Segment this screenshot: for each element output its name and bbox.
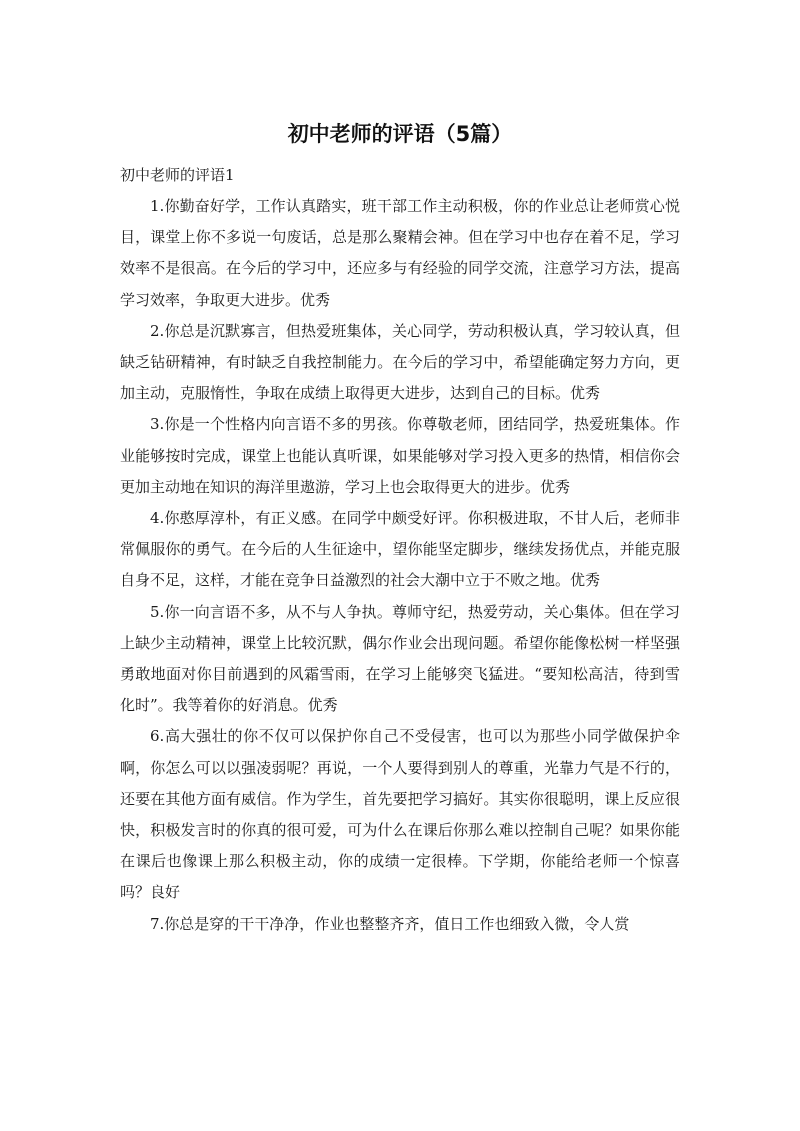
section-heading: 初中老师的评语1 <box>120 166 235 184</box>
comment-paragraph-2: 2.你总是沉默寡言，但热爱班集体，关心同学，劳动积极认真，学习较认真，但缺乏钻研精神，有时缺乏自我控制能力。在今后的学习中，希望能确定努力方向，更加主动，克服惰性，争取在成绩上取得更大进步，达到自己的目标。优秀 <box>120 321 680 403</box>
comment-paragraph-1: 1.你勤奋好学，工作认真踏实，班干部工作主动积极，你的作业总让老师赏心悦目，课堂上你不多说一句废话，总是那么聚精会神。但在学习中也存在着不足，学习效率不是很高。在今后的学习中，还应多与有经验的同学交流，注意学习方法，提高学习效率，争取更大进步。优秀 <box>120 197 680 309</box>
comment-paragraph-5: 5.你一向言语不多，从不与人争执。尊师守纪，热爱劳动，关心集体。但在学习上缺少主动精神，课堂上比较沉默，偶尔作业会出现问题。希望你能像松树一样坚强勇敢地面对你目前遇到的风霜雪雨，在学习上能够突飞猛进。“要知松高洁，待到雪化时”。我等着你的好消息。优秀 <box>120 602 680 715</box>
comment-paragraph-6: 6.高大强壮的你不仅可以保护你自己不受侵害，也可以为那些小同学做保护伞啊，你怎么可以以强凌弱呢？再说，一个人要得到别人的尊重，光靠力气是不行的，还要在其他方面有威信。作为学生，首先要把学习搞好。其实你很聪明，课上反应很快，积极发言时的你真的很可爱，可为什么在课后你那么难以控制自己呢？如果你能在课后也像课上那么积极主动，你的成绩一定很棒。下学期，你能给老师一个惊喜吗？良好 <box>120 727 680 902</box>
comment-paragraph-7: 7.你总是穿的干干净净，作业也整整齐齐，值日工作也细致入微，令人赏 <box>150 914 630 933</box>
comment-paragraph-3: 3.你是一个性格内向言语不多的男孩。你尊敬老师，团结同学，热爱班集体。作业能够按时完成，课堂上也能认真听课，如果能够对学习投入更多的热情，相信你会更加主动地在知识的海洋里遨游，学习上也会取得更大的进步。优秀 <box>120 415 680 496</box>
document-title: 初中老师的评语（5篇） <box>287 122 513 146</box>
comment-paragraph-4: 4.你憨厚淳朴，有正义感。在同学中颇受好评。你积极进取，不甘人后，老师非常佩服你的勇气。在今后的人生征途中，望你能坚定脚步，继续发扬优点，并能克服自身不足，这样，才能在竞争日益激烈的社会大潮中立于不败之地。优秀 <box>120 509 680 590</box>
document-body <box>120 160 680 940</box>
